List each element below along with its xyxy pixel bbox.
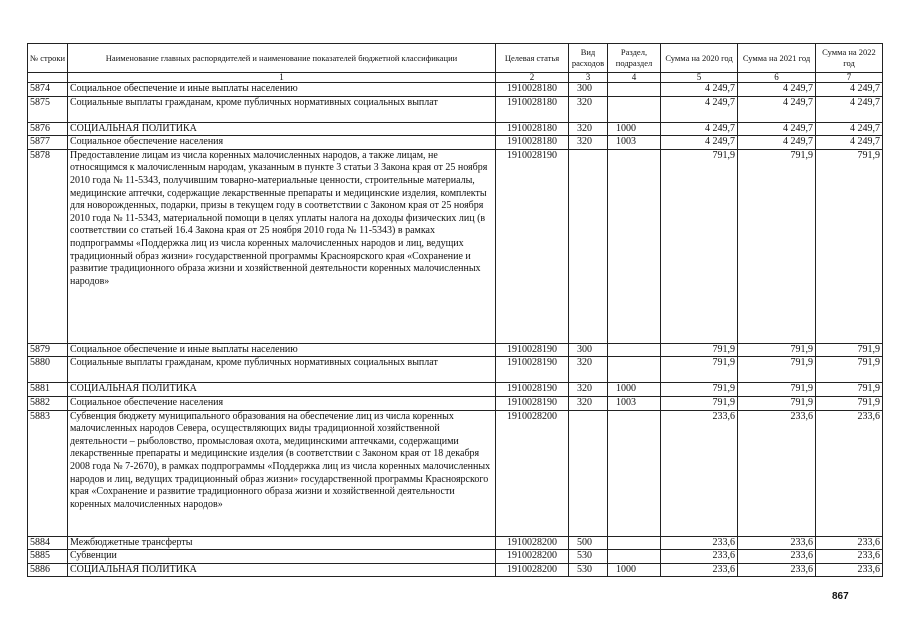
row-sum-2020: 791,9: [661, 149, 738, 343]
row-sum-2022: 791,9: [816, 396, 883, 410]
row-number: 5884: [28, 536, 68, 550]
table-body: [28, 83, 883, 577]
row-target-article: 1910028200: [496, 536, 569, 550]
column-index: 1: [68, 73, 496, 83]
row-name: Предоставление лицам из числа коренных малочисленных народов, а также лицам, не относящимся к малочисленным народам, указанным в пункте 3 статьи 3 Закона края от 25 ноября 2010 года № 11-5343, получившим товарно-материальные ценности, строительные материалы, медицинские аптечки, содержащие лекарственные препараты и медицинские изделия, комплекты для новорожденных, подарки, призы в текущем году в соответствии с Законом края от 25 ноября 2010 года № 11-5343, материальной помощи в целях уплаты налога на доходы физических лиц (в соответствии со статьей 16.4 Закона края от 25 ноября 2010 года № 11-5343) в рамках подпрограммы «Поддержка лиц из числа коренных малочисленных народов и лиц, ведущих традиционный образ жизни» государственной программы Красноярского края «Сохранение и развитие традиционного образа жизни и хозяйственной деятельности коренных малочисленных народов»: [68, 149, 496, 343]
row-target-article: 1910028190: [496, 343, 569, 357]
row-name: Социальное обеспечение и иные выплаты населению: [68, 83, 496, 97]
row-section: [608, 343, 661, 357]
row-sum-2022: 4 249,7: [816, 122, 883, 136]
row-expense-type: 300: [569, 83, 608, 97]
row-sum-2021: 233,6: [738, 550, 816, 564]
row-name: Субвенции: [68, 550, 496, 564]
row-expense-type: 500: [569, 536, 608, 550]
table-row: [28, 83, 883, 97]
row-name: Социальные выплаты гражданам, кроме публичных нормативных социальных выплат: [68, 357, 496, 383]
row-expense-type: 320: [569, 136, 608, 150]
row-sum-2020: 791,9: [661, 383, 738, 397]
row-sum-2022: 4 249,7: [816, 96, 883, 122]
column-index: [28, 73, 68, 83]
row-sum-2022: 233,6: [816, 550, 883, 564]
row-section: 1000: [608, 383, 661, 397]
row-section: 1003: [608, 136, 661, 150]
row-section: [608, 96, 661, 122]
row-sum-2022: 233,6: [816, 563, 883, 577]
row-sum-2020: 791,9: [661, 396, 738, 410]
row-sum-2021: 791,9: [738, 149, 816, 343]
row-sum-2020: 233,6: [661, 550, 738, 564]
row-target-article: 1910028200: [496, 563, 569, 577]
row-target-article: 1910028200: [496, 550, 569, 564]
row-section: 1003: [608, 396, 661, 410]
col-header-section: Раздел, подраздел: [608, 44, 661, 73]
row-name: Социальное обеспечение и иные выплаты населению: [68, 343, 496, 357]
table-row: [28, 383, 883, 397]
table-row: [28, 357, 883, 383]
row-name: Социальное обеспечение населения: [68, 136, 496, 150]
row-sum-2022: 791,9: [816, 149, 883, 343]
row-target-article: 1910028190: [496, 383, 569, 397]
table-row: [28, 550, 883, 564]
row-section: 1000: [608, 122, 661, 136]
column-index: 3: [569, 73, 608, 83]
row-expense-type: 320: [569, 383, 608, 397]
row-expense-type: 320: [569, 122, 608, 136]
table-header: [28, 44, 883, 83]
column-index: 7: [816, 73, 883, 83]
row-sum-2020: 4 249,7: [661, 83, 738, 97]
row-sum-2021: 4 249,7: [738, 122, 816, 136]
column-index: 5: [661, 73, 738, 83]
row-target-article: 1910028180: [496, 136, 569, 150]
row-expense-type: [569, 149, 608, 343]
page-number: 867: [832, 591, 849, 602]
row-name: Социальные выплаты гражданам, кроме публичных нормативных социальных выплат: [68, 96, 496, 122]
row-sum-2022: 791,9: [816, 343, 883, 357]
table-row: [28, 536, 883, 550]
row-number: 5877: [28, 136, 68, 150]
row-sum-2020: 233,6: [661, 563, 738, 577]
col-header-target: Целевая статья: [496, 44, 569, 73]
col-header-type: Вид расходов: [569, 44, 608, 73]
col-header-name: Наименование главных распорядителей и наименование показателей бюджетной классификации: [68, 44, 496, 73]
row-target-article: 1910028190: [496, 149, 569, 343]
row-expense-type: 530: [569, 563, 608, 577]
row-section: [608, 410, 661, 536]
column-index: 2: [496, 73, 569, 83]
row-sum-2022: 791,9: [816, 357, 883, 383]
row-number: 5876: [28, 122, 68, 136]
row-number: 5880: [28, 357, 68, 383]
row-section: [608, 550, 661, 564]
table-row: [28, 122, 883, 136]
row-number: 5875: [28, 96, 68, 122]
row-sum-2022: 4 249,7: [816, 136, 883, 150]
col-header-sum-2021: Сумма на 2021 год: [738, 44, 816, 73]
row-sum-2020: 791,9: [661, 357, 738, 383]
row-sum-2021: 4 249,7: [738, 96, 816, 122]
budget-table: [27, 43, 883, 577]
row-name: СОЦИАЛЬНАЯ ПОЛИТИКА: [68, 563, 496, 577]
row-sum-2021: 4 249,7: [738, 83, 816, 97]
col-header-row-no: № строки: [28, 44, 68, 73]
row-sum-2021: 233,6: [738, 410, 816, 536]
row-number: 5882: [28, 396, 68, 410]
row-name: Социальное обеспечение населения: [68, 396, 496, 410]
row-expense-type: 300: [569, 343, 608, 357]
row-section: [608, 149, 661, 343]
col-header-sum-2022: Сумма на 2022 год: [816, 44, 883, 73]
column-index: 4: [608, 73, 661, 83]
table-row: [28, 410, 883, 536]
row-sum-2022: 233,6: [816, 536, 883, 550]
row-sum-2022: 4 249,7: [816, 83, 883, 97]
row-section: 1000: [608, 563, 661, 577]
row-expense-type: 530: [569, 550, 608, 564]
row-target-article: 1910028190: [496, 396, 569, 410]
row-section: [608, 83, 661, 97]
row-target-article: 1910028180: [496, 122, 569, 136]
table-row: [28, 343, 883, 357]
row-sum-2021: 791,9: [738, 383, 816, 397]
row-sum-2021: 233,6: [738, 536, 816, 550]
row-sum-2020: 233,6: [661, 536, 738, 550]
table-row: [28, 563, 883, 577]
row-expense-type: 320: [569, 357, 608, 383]
row-name: СОЦИАЛЬНАЯ ПОЛИТИКА: [68, 383, 496, 397]
col-header-sum-2020: Сумма на 2020 год: [661, 44, 738, 73]
row-name: СОЦИАЛЬНАЯ ПОЛИТИКА: [68, 122, 496, 136]
row-expense-type: 320: [569, 396, 608, 410]
row-number: 5886: [28, 563, 68, 577]
row-target-article: 1910028200: [496, 410, 569, 536]
row-sum-2022: 791,9: [816, 383, 883, 397]
table-row: [28, 136, 883, 150]
row-sum-2021: 233,6: [738, 563, 816, 577]
row-expense-type: 320: [569, 96, 608, 122]
column-index-row: [28, 73, 883, 83]
row-sum-2020: 233,6: [661, 410, 738, 536]
row-sum-2020: 791,9: [661, 343, 738, 357]
row-number: 5874: [28, 83, 68, 97]
row-number: 5881: [28, 383, 68, 397]
table-row: [28, 96, 883, 122]
row-sum-2021: 791,9: [738, 343, 816, 357]
row-sum-2021: 791,9: [738, 396, 816, 410]
row-target-article: 1910028180: [496, 96, 569, 122]
row-number: 5879: [28, 343, 68, 357]
row-sum-2022: 233,6: [816, 410, 883, 536]
table-row: [28, 149, 883, 343]
row-target-article: 1910028190: [496, 357, 569, 383]
row-section: [608, 536, 661, 550]
row-number: 5883: [28, 410, 68, 536]
row-sum-2021: 4 249,7: [738, 136, 816, 150]
row-section: [608, 357, 661, 383]
row-sum-2021: 791,9: [738, 357, 816, 383]
row-expense-type: [569, 410, 608, 536]
row-number: 5885: [28, 550, 68, 564]
table-row: [28, 396, 883, 410]
row-name: Субвенция бюджету муниципального образования на обеспечение лиц из числа коренных малочисленных народов Севера, осуществляющих виды традиционной хозяйственной деятельности – рыболовство, промысловая охота, медицинскими аптечками, содержащими лекарственные препараты и медицинские изделия (в соответствии с Законом края от 18 декабря 2008 года № 7-2670), в рамках подпрограммы «Поддержка лиц из числа коренных малочисленных народов и лиц, ведущих традиционный образ жизни» государственной программы Красноярского края «Сохранение и развитие традиционного образа жизни и хозяйственной деятельности коренных малочисленных народов»: [68, 410, 496, 536]
column-index: 6: [738, 73, 816, 83]
row-sum-2020: 4 249,7: [661, 136, 738, 150]
row-target-article: 1910028180: [496, 83, 569, 97]
row-sum-2020: 4 249,7: [661, 96, 738, 122]
row-name: Межбюджетные трансферты: [68, 536, 496, 550]
row-sum-2020: 4 249,7: [661, 122, 738, 136]
row-number: 5878: [28, 149, 68, 343]
